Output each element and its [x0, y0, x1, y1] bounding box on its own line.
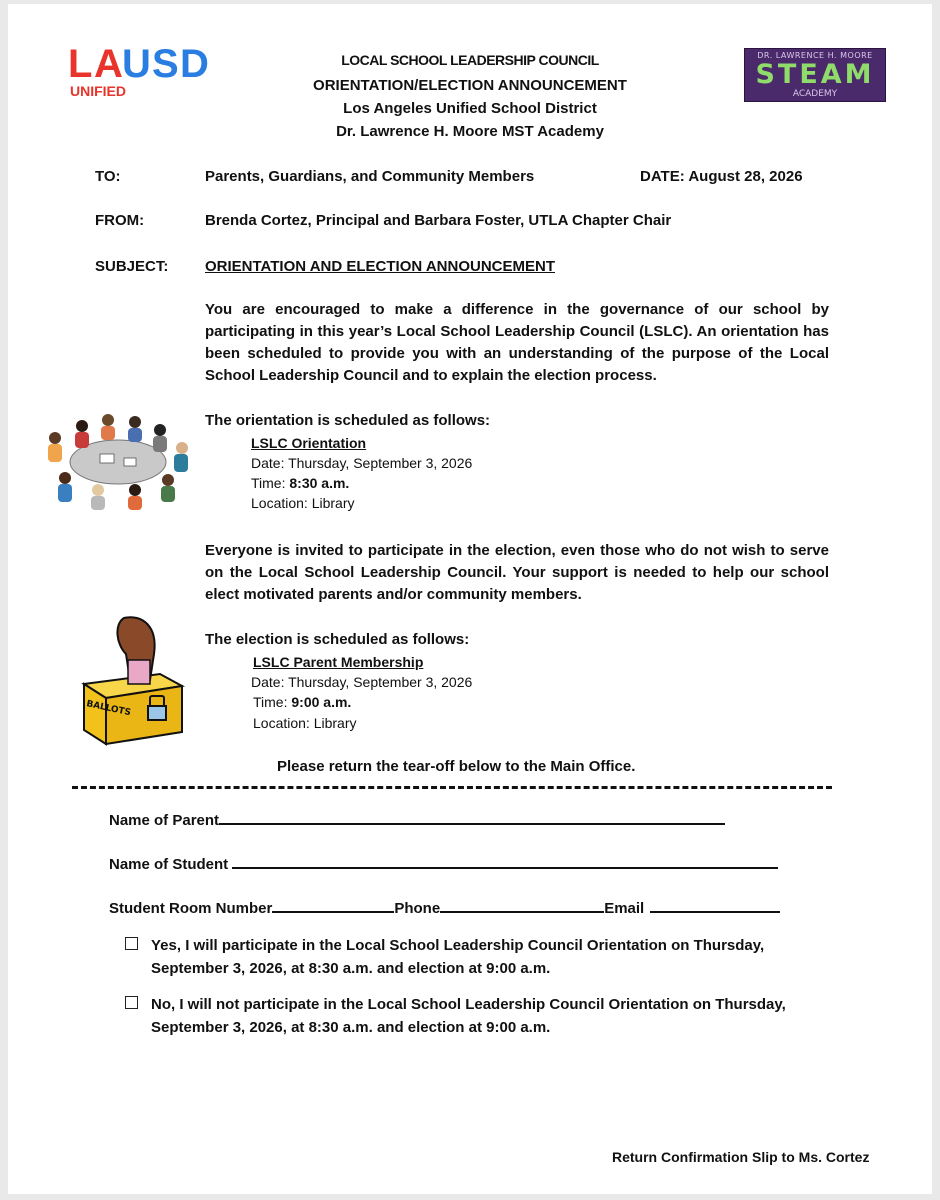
room-number-field[interactable]: [272, 897, 394, 913]
footer-note: Return Confirmation Slip to Ms. Cortez: [612, 1149, 870, 1165]
orientation-date: Date: Thursday, September 3, 2026: [251, 455, 473, 471]
steam-logo-top: DR. LAWRENCE H. MOORE: [757, 51, 873, 60]
orientation-time: [251, 473, 349, 493]
from-value: Brenda Cortez, Principal and Barbara Foster, UTLA Chapter Chair: [205, 212, 672, 229]
ballot-box-illustration: [80, 614, 188, 748]
logo-letter-s: S: [152, 42, 179, 86]
steam-logo-bottom: ACADEMY: [792, 89, 838, 99]
student-name-label: Name of Student: [109, 856, 229, 873]
email-label: Email: [604, 900, 645, 917]
header-district: Los Angeles Unified School District: [343, 100, 597, 117]
election-date: Date: Thursday, September 3, 2026: [251, 674, 473, 690]
election-title: LSLC Parent Membership: [253, 654, 424, 670]
no-checkbox[interactable]: [125, 996, 138, 1009]
logo-unified: UNIFIED: [70, 83, 126, 99]
orientation-title: LSLC Orientation: [251, 435, 367, 451]
election-time-value: 9:00 a.m.: [291, 694, 352, 710]
student-name-row: [109, 853, 778, 873]
room-phone-email-row: [109, 897, 780, 917]
election-time: [253, 692, 351, 712]
election-time-label: Time:: [253, 694, 292, 710]
email-field[interactable]: [650, 897, 780, 913]
header-school: Dr. Lawrence H. Moore MST Academy: [336, 123, 604, 140]
return-note: Please return the tear-off below to the Main Office.: [277, 758, 636, 775]
to-label: TO:: [95, 168, 121, 185]
logo-letter-d: D: [180, 42, 209, 86]
to-value: Parents, Guardians, and Community Members: [205, 168, 535, 185]
yes-option-line2: September 3, 2026, at 8:30 a.m. and election at 9:00 a.m.: [151, 960, 551, 977]
orientation-time-label: Time:: [251, 475, 290, 491]
header-title: LOCAL SCHOOL LEADERSHIP COUNCIL: [341, 52, 599, 68]
parent-name-row: [109, 809, 725, 829]
orientation-heading: The orientation is scheduled as follows:: [205, 412, 491, 429]
student-name-field[interactable]: [232, 853, 778, 869]
logo-letter-l: L: [68, 42, 93, 86]
header-subtitle: ORIENTATION/ELECTION ANNOUNCEMENT: [313, 77, 627, 94]
steam-logo-main: STEAM: [755, 59, 875, 90]
election-heading: The election is scheduled as follows:: [205, 631, 470, 648]
no-option-line1: No, I will not participate in the Local School Leadership Council Orientation on Thursday,: [151, 996, 786, 1013]
phone-field[interactable]: [440, 897, 604, 913]
invite-paragraph: Everyone is invited to participate in the election, even those who do not wish to serve on the Local School Leadership Council. Your support is needed to help our school elect motivated parents and/or community members.: [205, 542, 829, 603]
subject-value: ORIENTATION AND ELECTION ANNOUNCEMENT: [205, 258, 555, 275]
meeting-illustration: [40, 412, 190, 512]
room-number-label: Student Room Number: [109, 900, 273, 917]
phone-label: Phone: [394, 900, 441, 917]
from-label: FROM:: [95, 212, 145, 229]
no-option-line2: September 3, 2026, at 8:30 a.m. and election at 9:00 a.m.: [151, 1019, 551, 1036]
orientation-location: Location: Library: [251, 495, 355, 511]
yes-checkbox[interactable]: [125, 937, 138, 950]
intro-paragraph: You are encouraged to make a difference in the governance of our school by participating in this year’s Local School Leadership Council (LSLC). An orientation has been scheduled to provide you with an understanding of the purpose of the Local School Leadership Council and to explain the election process.: [205, 301, 829, 384]
logo-letter-a: A: [94, 42, 123, 86]
election-location: Location: Library: [253, 715, 357, 731]
tear-off-line: [72, 786, 832, 789]
parent-name-label: Name of Parent: [109, 812, 220, 829]
parent-name-field[interactable]: [219, 809, 725, 825]
subject-label: SUBJECT:: [95, 258, 169, 275]
logo-letter-u: U: [122, 42, 151, 86]
orientation-time-value: 8:30 a.m.: [289, 475, 350, 491]
date-value: DATE: August 28, 2026: [640, 168, 803, 185]
yes-option-line1: Yes, I will participate in the Local School Leadership Council Orientation on Thursday,: [151, 937, 765, 954]
ballot-box-label: BALLOTS: [85, 699, 132, 719]
